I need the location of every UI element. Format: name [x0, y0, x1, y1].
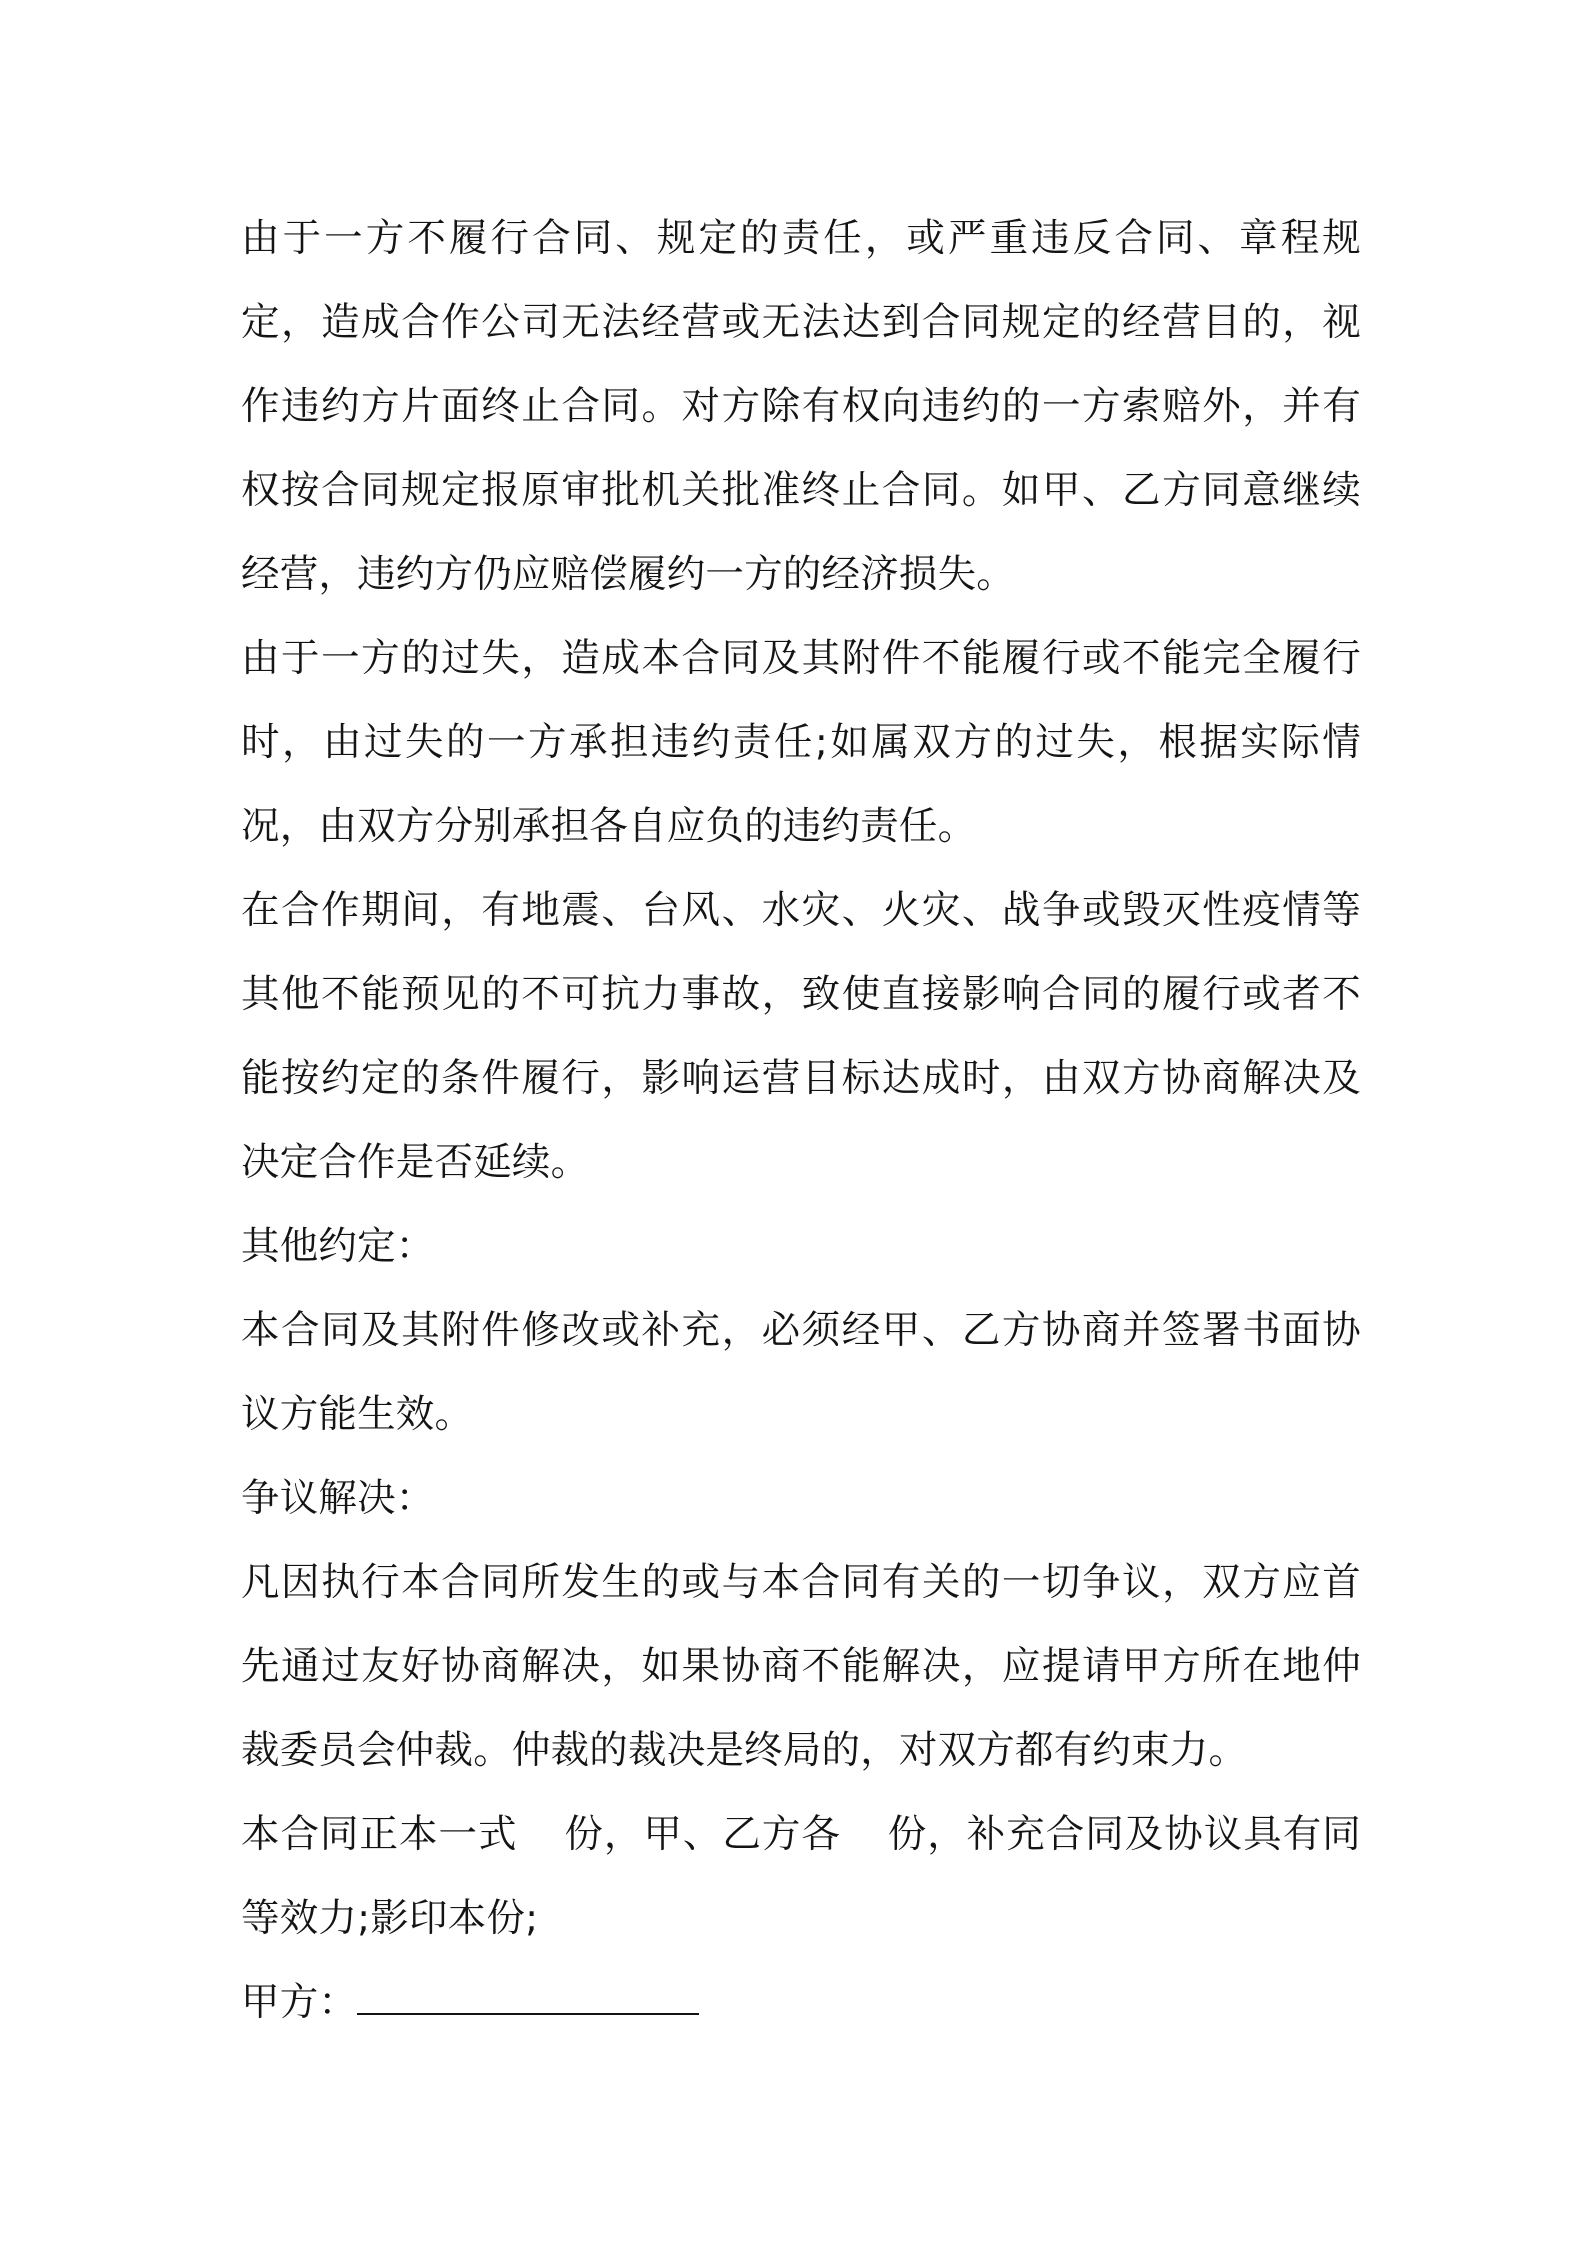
- paragraph-fault-liability: 由于一方的过失，造成本合同及其附件不能履行或不能完全履行时，由过失的一方承担违约责任;如属双方的过失，根据实际情况，由双方分别承担各自应负的违约责任。: [241, 636, 1361, 849]
- party-a-signature-line: [241, 1961, 1361, 2045]
- paragraph-copies-clause: [241, 1793, 1361, 1961]
- copies-clause-part2: 份，甲、乙方各: [563, 1812, 841, 1857]
- heading-dispute-resolution: 争议解决：: [241, 1476, 435, 1521]
- paragraph-amendments: 本合同及其附件修改或补充，必须经甲、乙方协商并签署书面协议方能生效。: [241, 1308, 1361, 1437]
- heading-other-agreements: 其他约定：: [241, 1224, 435, 1269]
- paragraph-arbitration: 凡因执行本合同所发生的或与本合同有关的一切争议，双方应首先通过友好协商解决，如果协商不能解决，应提请甲方所在地仲裁委员会仲裁。仲裁的裁决是终局的，对双方都有约束力。: [241, 1560, 1361, 1773]
- copies-clause-part3: 份，补充合同及协议具有同等效力;影印本份;: [241, 1812, 1362, 1941]
- party-a-signature-blank: [357, 2009, 699, 2015]
- paragraph-breach-termination: 由于一方不履行合同、规定的责任，或严重违反合同、章程规定，造成合作公司无法经营或无法达到合同规定的经营目的，视作违约方片面终止合同。对方除有权向违约的一方索赔外，并有权按合同规定报原审批机关批准终止合同。如甲、乙方同意继续经营，违约方仍应赔偿履约一方的经济损失。: [241, 216, 1361, 597]
- party-a-label: 甲方：: [241, 1980, 358, 2025]
- document-body: [241, 197, 1361, 2045]
- paragraph-force-majeure: 在合作期间，有地震、台风、水灾、火灾、战争或毁灭性疫情等其他不能预见的不可抗力事故，致使直接影响合同的履行或者不能按约定的条件履行，影响运营目标达成时，由双方协商解决及决定合作是否延续。: [241, 888, 1361, 1185]
- copies-clause-part1: 本合同正本一式: [241, 1812, 518, 1857]
